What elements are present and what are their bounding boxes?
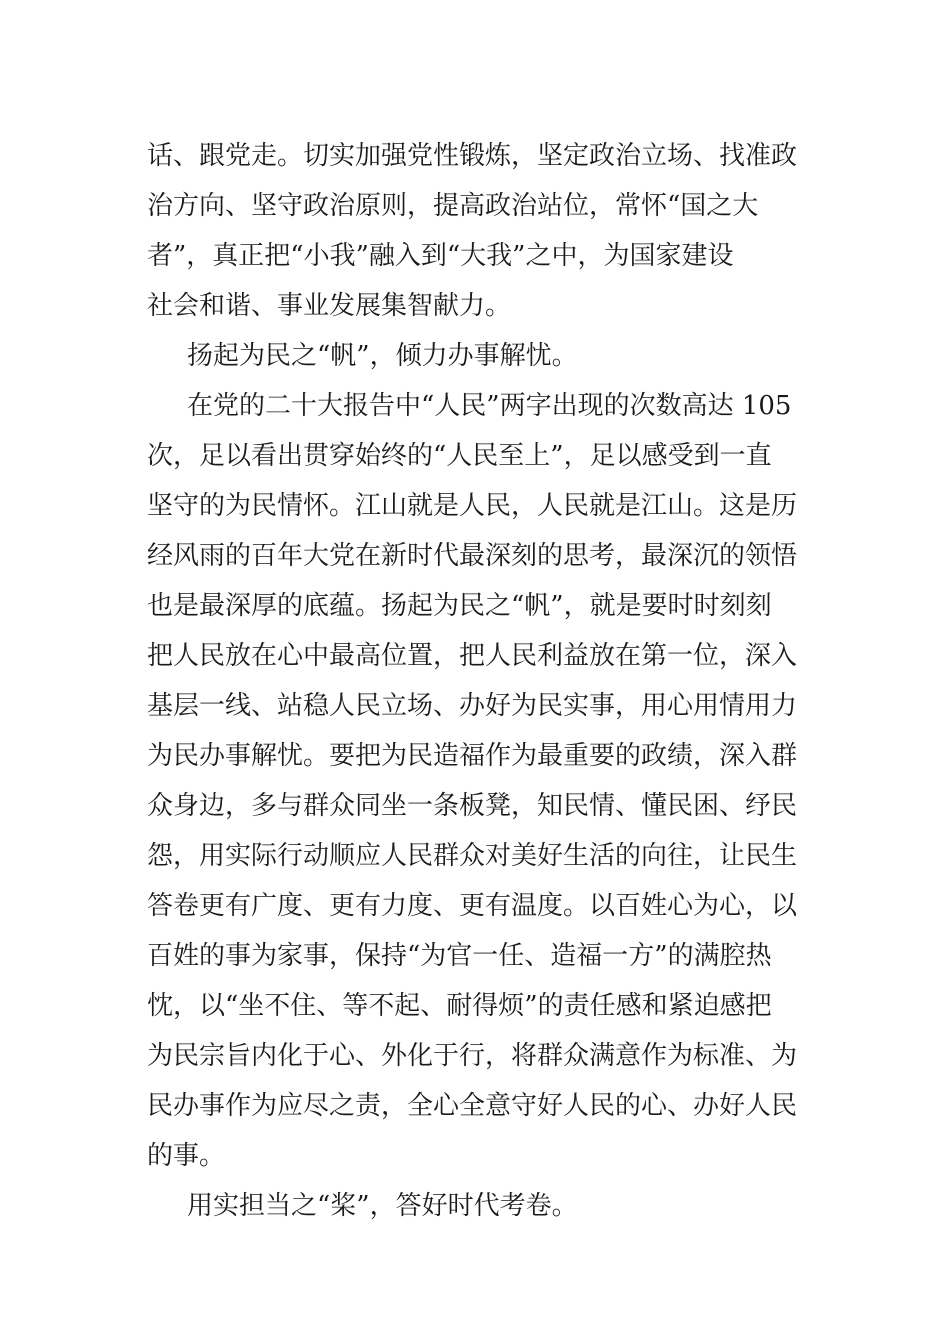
text-line: 为民宗旨内化于心、外化于行，将群众满意作为标准、为: [147, 1041, 798, 1071]
text-line: 经风雨的百年大党在新时代最深刻的思考，最深沉的领悟: [147, 541, 798, 571]
document-body: [147, 131, 807, 1231]
text-line: 话、跟党走。切实加强党性锻炼，坚定政治立场、找准政: [147, 141, 798, 171]
text-line: 治方向、坚守政治原则，提高政治站位，常怀“国之大: [147, 191, 759, 221]
text-line: 众身边，多与群众同坐一条板凳，知民情、懂民困、纾民: [147, 791, 798, 821]
text-line: 忱，以“坐不住、等不起、耐得烦”的责任感和紧迫感把: [147, 991, 772, 1021]
text-line: 怨，用实际行动顺应人民群众对美好生活的向往，让民生: [147, 841, 798, 871]
text-line: 者”，真正把“小我”融入到“大我”之中，为国家建设: [147, 241, 734, 271]
heading-line: 扬起为民之“帆”，倾力办事解忧。: [187, 341, 578, 371]
text-line: 为民办事解忧。要把为民造福作为最重要的政绩，深入群: [147, 741, 798, 771]
text-line: 答卷更有广度、更有力度、更有温度。以百姓心为心，以: [147, 891, 798, 921]
text-line: 在党的二十大报告中“人民”两字出现的次数高达 105: [187, 391, 792, 421]
paragraph-2: [147, 381, 807, 1181]
text-line: 基层一线、站稳人民立场、办好为民实事，用心用情用力: [147, 691, 798, 721]
paragraph-1: [147, 131, 807, 331]
section-heading-2: [147, 1181, 807, 1231]
text-line: 百姓的事为家事，保持“为官一任、造福一方”的满腔热: [147, 941, 772, 971]
heading-line: 用实担当之“桨”，答好时代考卷。: [187, 1191, 578, 1221]
text-line: 的事。: [147, 1141, 226, 1171]
text-line: 把人民放在心中最高位置，把人民利益放在第一位，深入: [147, 641, 798, 671]
text-line: 民办事作为应尽之责，全心全意守好人民的心、办好人民: [147, 1091, 798, 1121]
text-line: 坚守的为民情怀。江山就是人民，人民就是江山。这是历: [147, 491, 798, 521]
text-line: 次，足以看出贯穿始终的“人民至上”，足以感受到一直: [147, 441, 772, 471]
text-line: 也是最深厚的底蕴。扬起为民之“帆”，就是要时时刻刻: [147, 591, 772, 621]
text-line: 社会和谐、事业发展集智献力。: [147, 291, 512, 321]
section-heading-1: [147, 331, 807, 381]
